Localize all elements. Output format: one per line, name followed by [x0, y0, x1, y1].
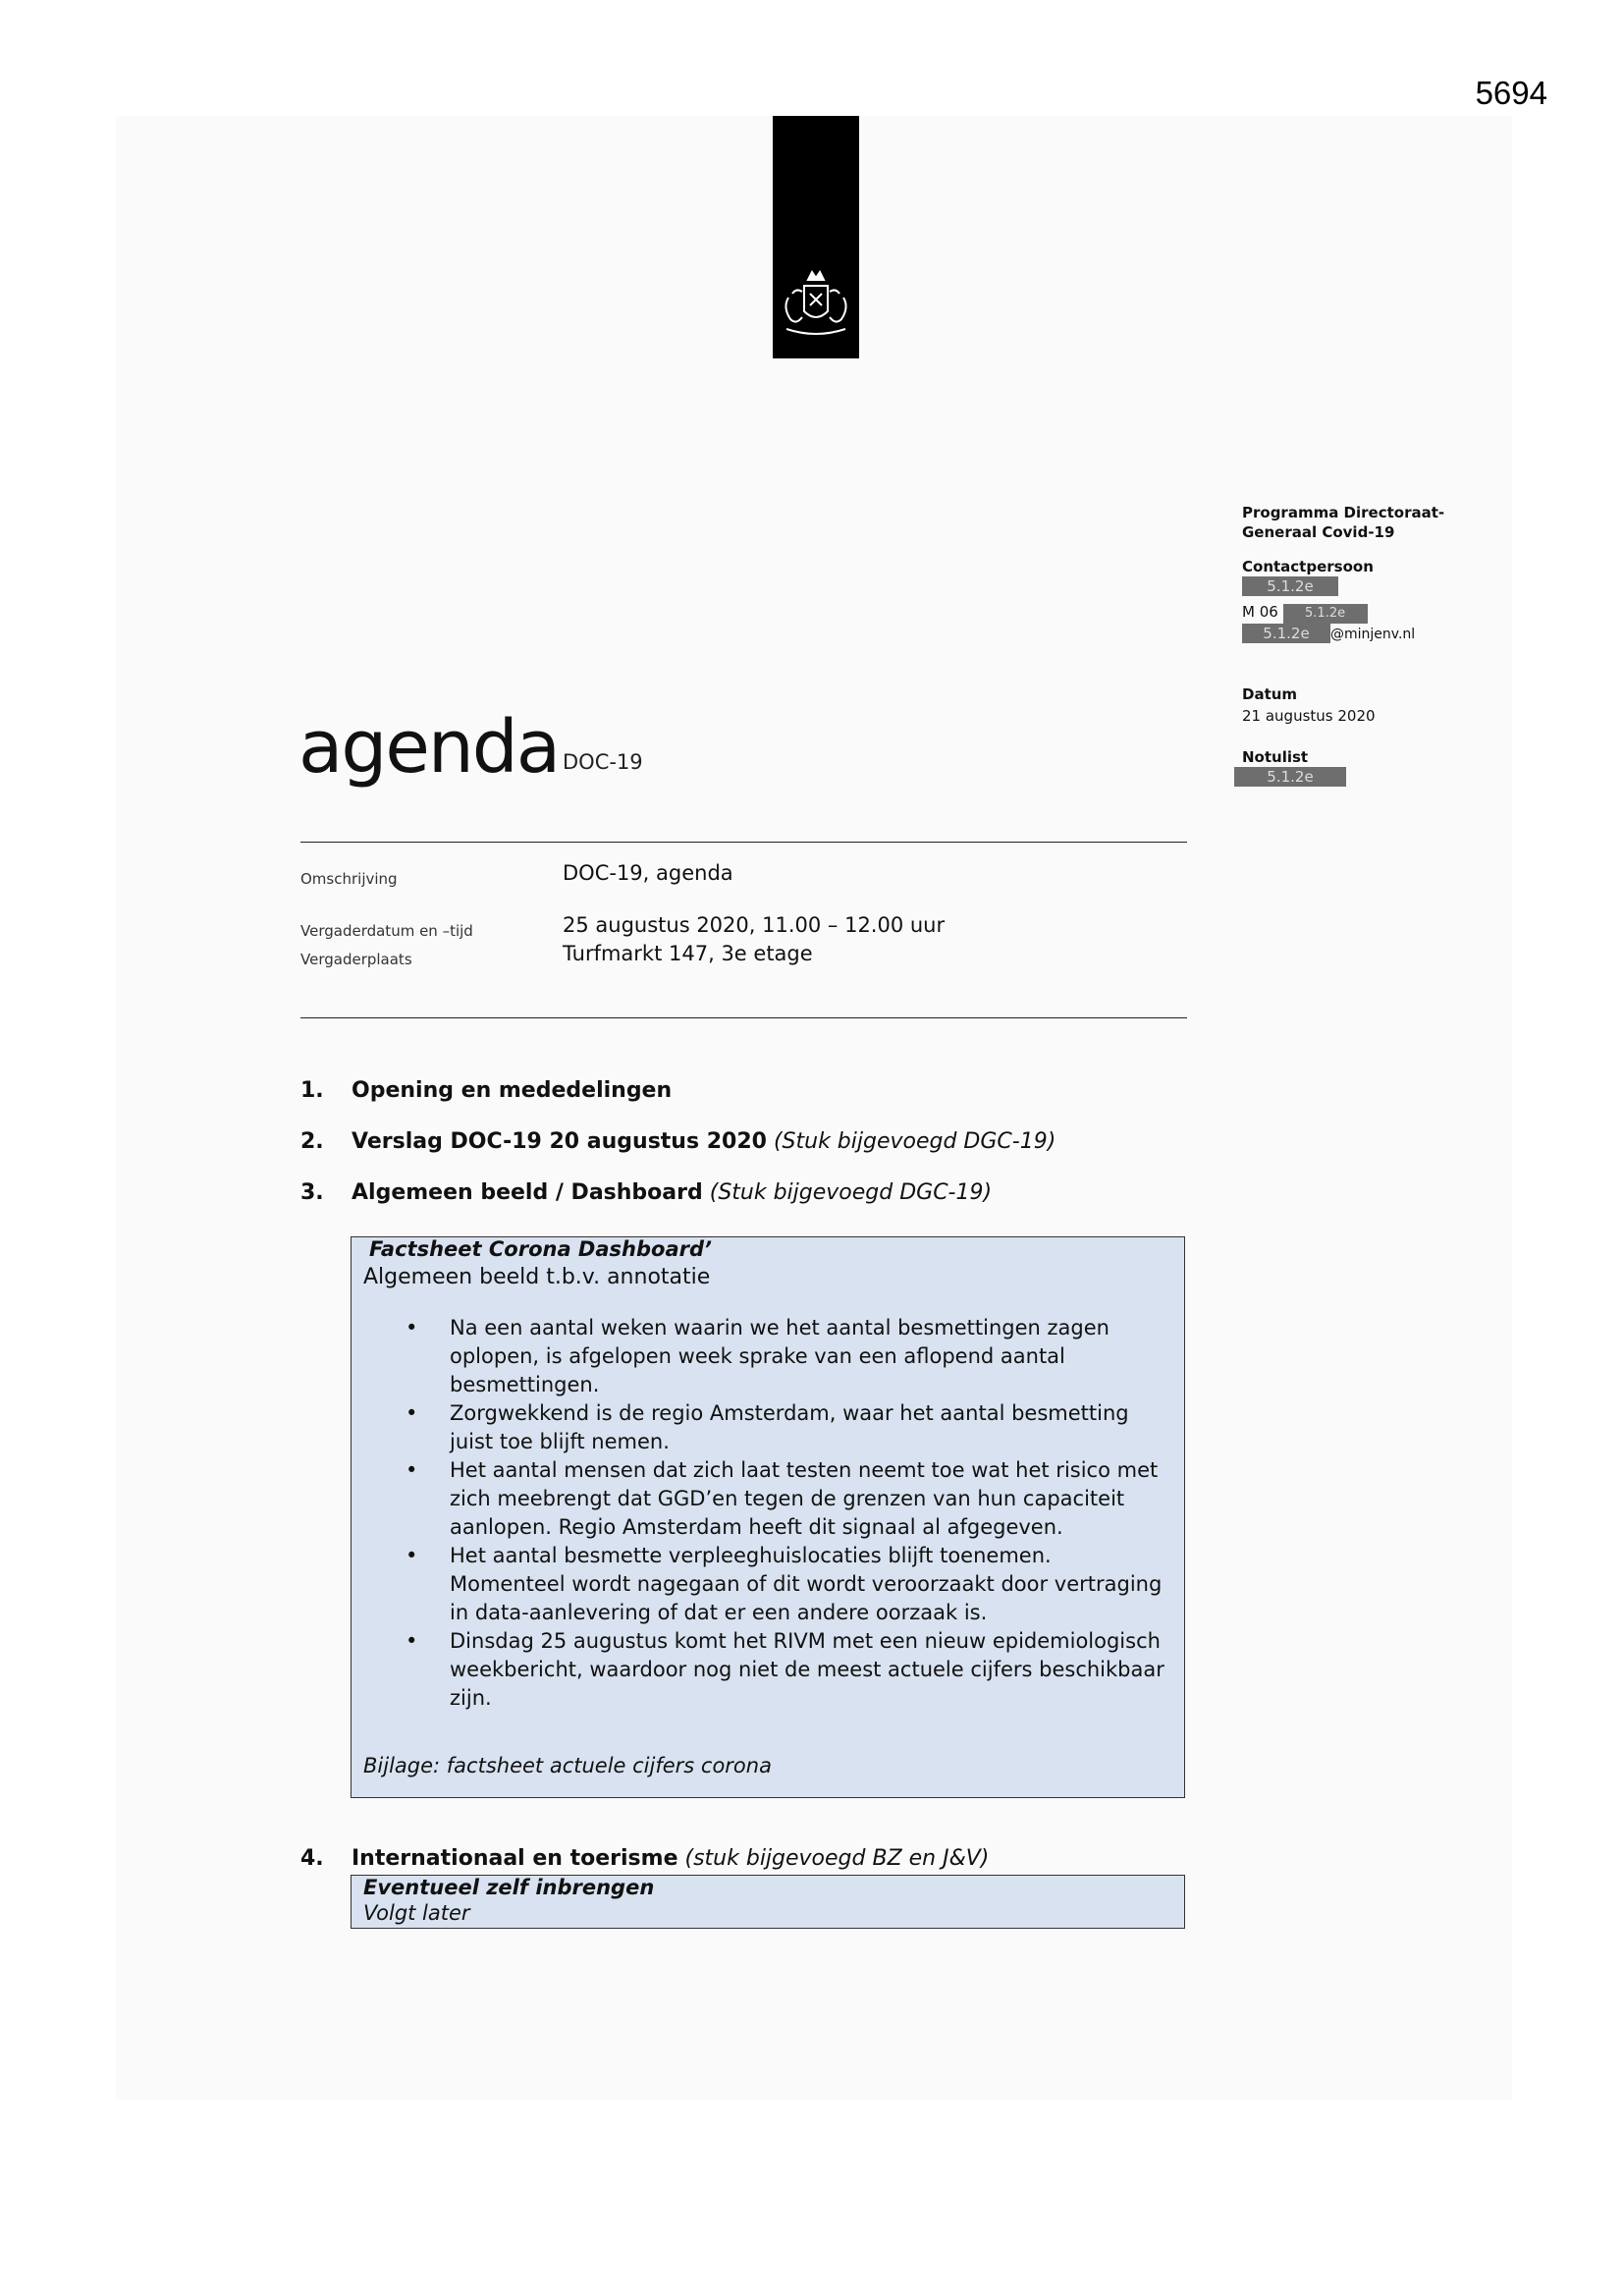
- bullet-item: • Na een aantal weken waarin we het aantal besmettingen zagen oplopen, is afgelopen week sprake van een aflopend aantal besmettingen.: [406, 1316, 1110, 1396]
- date-label: Datum: [1242, 685, 1298, 703]
- notulist-label: Notulist: [1242, 748, 1309, 766]
- bullet-item: • Het aantal besmette verpleeghuislocaties blijft toenemen. Momenteel wordt nagegaan of dit wordt veroorzaakt door vertraging in data-aanlevering of dat er een andere oorzaak is.: [406, 1544, 1163, 1624]
- agenda-item-title: Internationaal en toerisme: [352, 1846, 678, 1871]
- international-box: [351, 1875, 1185, 1929]
- document-title: agenda: [298, 705, 560, 790]
- redacted-contact: 5.1.2e: [1242, 576, 1338, 596]
- bullet-item: • Dinsdag 25 augustus komt het RIVM met een nieuw epidemiologisch weekbericht, waardoor nog niet de meest actuele cijfers beschikbaar zijn.: [406, 1629, 1164, 1710]
- factsheet-title: Factsheet Corona Dashboard’: [369, 1237, 712, 1261]
- vergaderdatum-label: Vergaderdatum en –tijd: [300, 922, 473, 940]
- redacted-notulist: 5.1.2e: [1234, 767, 1346, 787]
- redacted-phone: 5.1.2e: [1283, 604, 1368, 624]
- factsheet-attachment: Bijlage: factsheet actuele cijfers corona: [363, 1754, 772, 1777]
- vergaderplaats-value: Turfmarkt 147, 3e etage: [563, 942, 813, 965]
- omschrijving-label: Omschrijving: [300, 870, 398, 888]
- agenda-item-note: (Stuk bijgevoegd DGC-19): [773, 1129, 1056, 1154]
- agenda-item-title: Opening en mededelingen: [352, 1078, 673, 1103]
- agenda-item-title: Algemeen beeld / Dashboard: [352, 1180, 703, 1205]
- date-value: 21 augustus 2020: [1242, 707, 1376, 725]
- bullet-item: • Het aantal mensen dat zich laat testen neemt toe wat het risico met zich meebrengt dat GGD’en tegen de grenzen van hun capaciteit aanlopen. Regio Amsterdam heeft dit signaal al afgegeven.: [406, 1458, 1159, 1539]
- international-box-title: Eventueel zelf inbrengen: [363, 1876, 655, 1899]
- bullet-item: • Zorgwekkend is de regio Amsterdam, waar het aantal besmetting juist toe blijft nemen.: [406, 1401, 1129, 1453]
- email-domain: @minjenv.nl: [1330, 627, 1416, 642]
- sidebar-organisation: [1242, 503, 1444, 542]
- vergaderplaats-label: Vergaderplaats: [300, 951, 412, 968]
- sidebar-contact: [1242, 557, 1415, 644]
- factsheet-subtitle: Algemeen beeld t.b.v. annotatie: [363, 1265, 711, 1289]
- phone-prefix: M 06: [1242, 603, 1278, 621]
- document-subtitle: DOC-19: [563, 750, 643, 774]
- page-number: 5694: [1475, 75, 1547, 111]
- agenda-item-number: 1.: [300, 1078, 324, 1103]
- factsheet-box: [351, 1236, 1185, 1798]
- org-line-2: Generaal Covid-19: [1242, 523, 1395, 541]
- factsheet-bullets: [406, 1314, 1171, 1713]
- top-divider: [300, 842, 1187, 843]
- agenda-item-number: 4.: [300, 1846, 324, 1871]
- omschrijving-value: DOC-19, agenda: [563, 861, 733, 885]
- government-logo: [773, 116, 859, 358]
- redacted-email: 5.1.2e: [1242, 624, 1330, 643]
- org-line-1: Programma Directoraat-: [1242, 504, 1445, 521]
- document-page: [116, 116, 1512, 2100]
- agenda-item-number: 2.: [300, 1129, 324, 1154]
- agenda-item-note: (Stuk bijgevoegd DGC-19): [709, 1180, 993, 1205]
- vergaderdatum-value: 25 augustus 2020, 11.00 – 12.00 uur: [563, 913, 946, 937]
- agenda-item-title: Verslag DOC-19 20 augustus 2020: [352, 1129, 767, 1154]
- contact-label: Contactpersoon: [1242, 558, 1374, 575]
- sidebar-notulist: [1234, 747, 1346, 787]
- coat-of-arms-icon: [779, 268, 853, 347]
- agenda-item-note: (stuk bijgevoegd BZ en J&V): [684, 1846, 990, 1871]
- sidebar-date: [1242, 683, 1376, 727]
- bottom-divider: [300, 1017, 1187, 1018]
- agenda-item-number: 3.: [300, 1180, 324, 1205]
- international-box-text: Volgt later: [363, 1901, 470, 1925]
